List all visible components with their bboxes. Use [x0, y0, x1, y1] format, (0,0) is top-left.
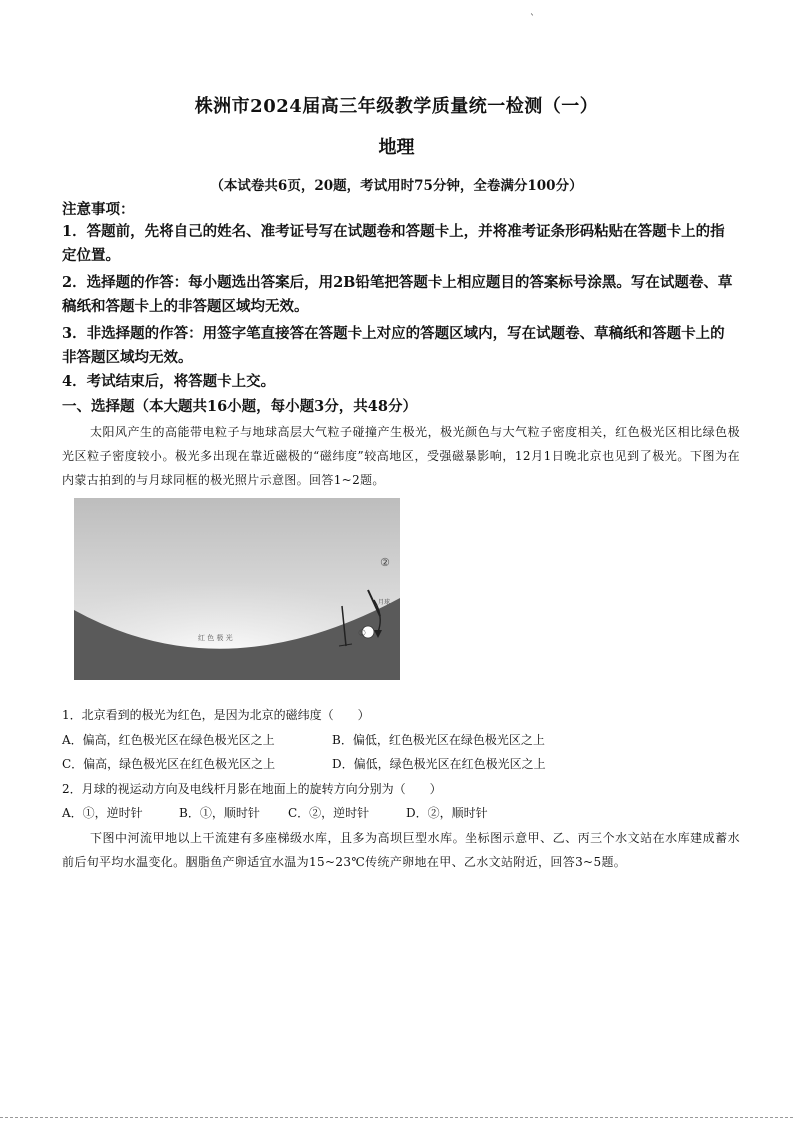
question-1-stem: 1．北京看到的极光为红色，是因为北京的磁纬度（ ） — [62, 708, 370, 722]
aurora-diagram — [74, 498, 400, 680]
option-a: A．偏高，红色极光区在绿色极光区之上 — [62, 733, 275, 747]
question-2-options — [62, 802, 488, 824]
option-c: C．②，逆时针 — [288, 806, 370, 820]
option-b: B．①，顺时针 — [179, 806, 260, 820]
passage: 太阳风产生的高能带电粒子与地球高层大气粒子碰撞产生极光，极光颜色与大气粒子密度相关，红色极光区相比绿色极光区粒子密度较小。极光多出现在靠近磁极的“磁纬度”较高地区，受强磁暴影响，12月1日晚北京也见到了极光。下图为在内蒙古拍到的与月球同框的极光照片示意图。回答1~2题。 — [62, 425, 740, 487]
notice-item: 3．非选择题的作答：用签字笔直接答在答题卡上对应的答题区域内，写在试题卷、草稿纸和答题卡上的非答题区域均无效。 — [62, 325, 725, 366]
notice-item: 2．选择题的作答：每小题选出答案后，用2B铅笔把答题卡上相应题目的答案标号涂黑。写在试题卷、草稿纸和答题卡上的非答题区域均无效。 — [62, 274, 733, 315]
scan-speck: ` — [530, 14, 535, 25]
aurora-figure — [74, 498, 400, 680]
notice-item: 1．答题前，先将自己的姓名、准考证号写在试题卷和答题卡上，并将准考证条形码粘贴在答题卡上的指定位置。 — [62, 223, 725, 264]
question-1-options-row1 — [62, 729, 545, 751]
option-c: C．偏高，绿色极光区在红色极光区之上 — [62, 757, 276, 771]
passage: 下图中河流甲地以上干流建有多座梯级水库，且多为高坝巨型水库。坐标图示意甲、乙、丙三个水文站在水库建成蓄水前后旬平均水温变化。胭脂鱼产卵适宜水温为15~23℃传统产卵地在甲、乙水文站附近，回答3~5题。 — [62, 831, 740, 869]
notice-heading: 注意事项： — [62, 201, 135, 218]
option-d: D．②，顺时针 — [406, 806, 488, 820]
moon-label: 月球 — [378, 599, 391, 606]
question-2-stem: 2．月球的视运动方向及电线杆月影在地面上的旋转方向分别为（ ） — [62, 782, 442, 796]
option-a: A．①，逆时针 — [62, 806, 143, 820]
marker-1: ① — [358, 629, 367, 639]
notice-item: 4．考试结束后，将答题卡上交。 — [62, 373, 276, 390]
section-heading: 一、选择题（本大题共16小题，每小题3分，共48分） — [62, 398, 417, 415]
marker-2: ② — [380, 556, 390, 569]
option-b: B．偏低，红色极光区在绿色极光区之上 — [332, 733, 545, 747]
exam-info: （本试卷共6页，20题，考试用时75分钟，全卷满分100分） — [210, 178, 583, 194]
question-1-options-row2 — [62, 753, 546, 775]
aurora-label: 红 色 极 光 — [198, 634, 233, 642]
subject-title: 地理 — [378, 137, 415, 158]
page-bottom-edge — [0, 1117, 793, 1118]
exam-title: 株洲市2024届高三年级教学质量统一检测（一） — [194, 96, 599, 117]
option-d: D．偏低，绿色极光区在红色极光区之上 — [332, 757, 546, 771]
